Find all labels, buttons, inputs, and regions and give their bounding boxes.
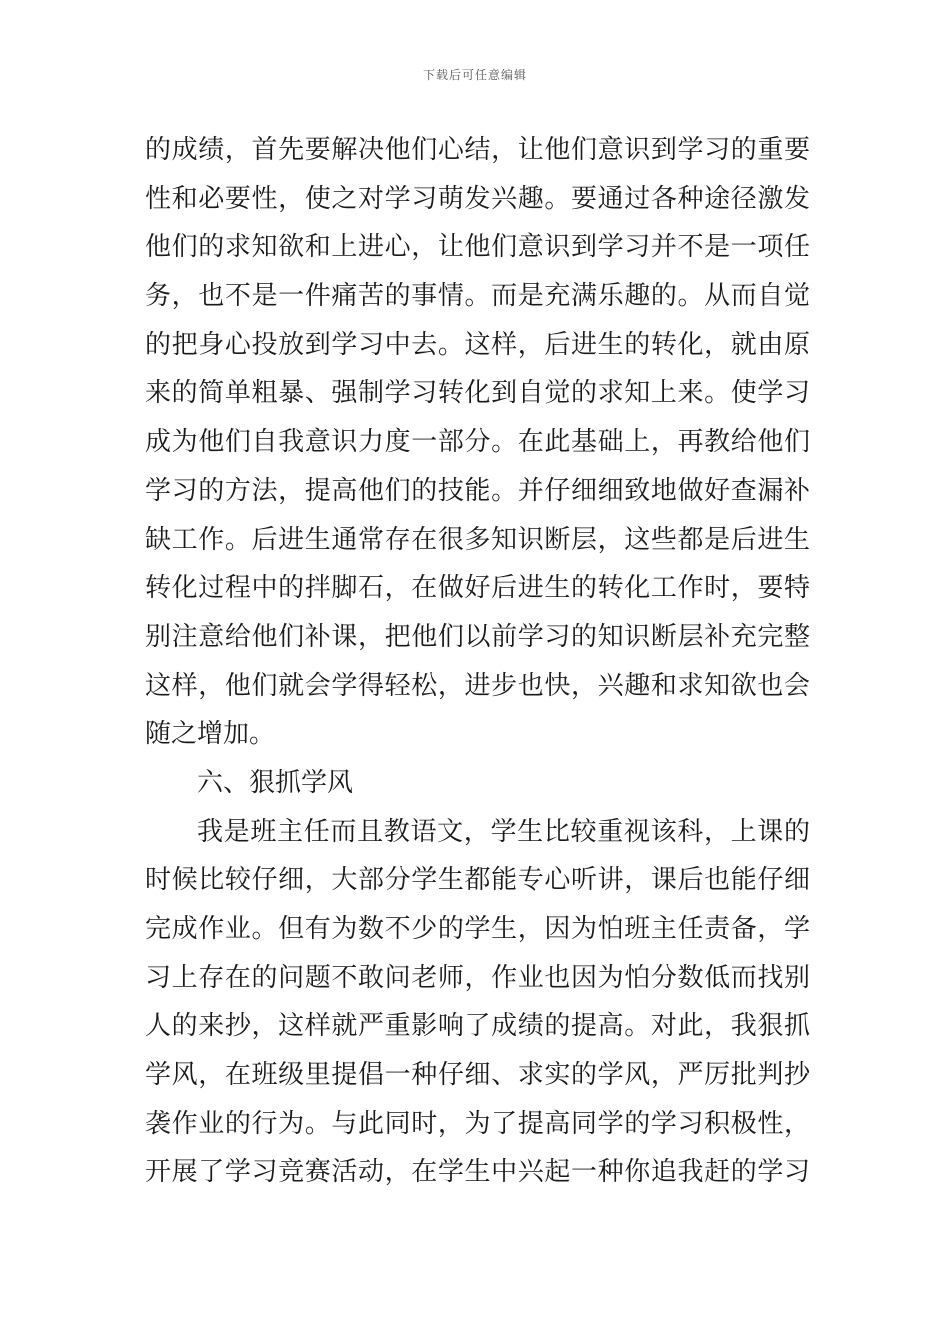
text-line: 习上存在的问题不敢问老师，作业也因为怕分数低而找别 xyxy=(145,962,810,993)
text-line: 务，也不是一件痛苦的事情。而是充满乐趣的。从而自觉 xyxy=(145,281,810,312)
text-line: 六、狠抓学风 xyxy=(197,767,354,798)
text-line: 缺工作。后进生通常存在很多知识断层，这些都是后进生 xyxy=(145,524,810,555)
text-line: 来的简单粗暴、强制学习转化到自觉的求知上来。使学习 xyxy=(145,378,810,409)
text-line: 别注意给他们补课，把他们以前学习的知识断层补充完整 xyxy=(145,621,810,652)
text-line: 完成作业。但有为数不少的学生，因为怕班主任责备，学 xyxy=(145,914,810,944)
text-line: 开展了学习竞赛活动，在学生中兴起一种你追我赶的学习 xyxy=(145,1157,810,1188)
text-line: 袭作业的行为。与此同时，为了提高同学的学习积极性， xyxy=(145,1108,810,1139)
document-body xyxy=(145,126,810,1197)
text-line: 的成绩，首先要解决他们心结，让他们意识到学习的重要 xyxy=(145,135,810,165)
text-line: 成为他们自我意识力度一部分。在此基础上，再教给他们 xyxy=(145,427,810,458)
text-line: 的把身心投放到学习中去。这样，后进生的转化，就由原 xyxy=(145,329,810,360)
text-line: 这样，他们就会学得轻松，进步也快，兴趣和求知欲也会 xyxy=(145,670,810,701)
text-line: 学风，在班级里提倡一种仔细、求实的学风，严厉批判抄 xyxy=(145,1060,810,1091)
text-line: 人的来抄，这样就严重影响了成绩的提高。对此，我狠抓 xyxy=(145,1011,810,1042)
text-line: 学习的方法，提高他们的技能。并仔细细致地做好查漏补 xyxy=(145,475,810,506)
page-header: 下载后可任意编辑 xyxy=(422,68,527,82)
text-line: 他们的求知欲和上进心，让他们意识到学习并不是一项任 xyxy=(145,232,810,263)
text-line: 随之增加。 xyxy=(145,719,276,750)
text-line: 时候比较仔细，大部分学生都能专心听讲，课后也能仔细 xyxy=(145,865,810,896)
text-line: 性和必要性，使之对学习萌发兴趣。要通过各种途径激发 xyxy=(145,183,810,214)
text-line: 我是班主任而且教语文，学生比较重视该科，上课的 xyxy=(197,816,810,847)
text-line: 转化过程中的拌脚石，在做好后进生的转化工作时，要特 xyxy=(145,573,810,604)
